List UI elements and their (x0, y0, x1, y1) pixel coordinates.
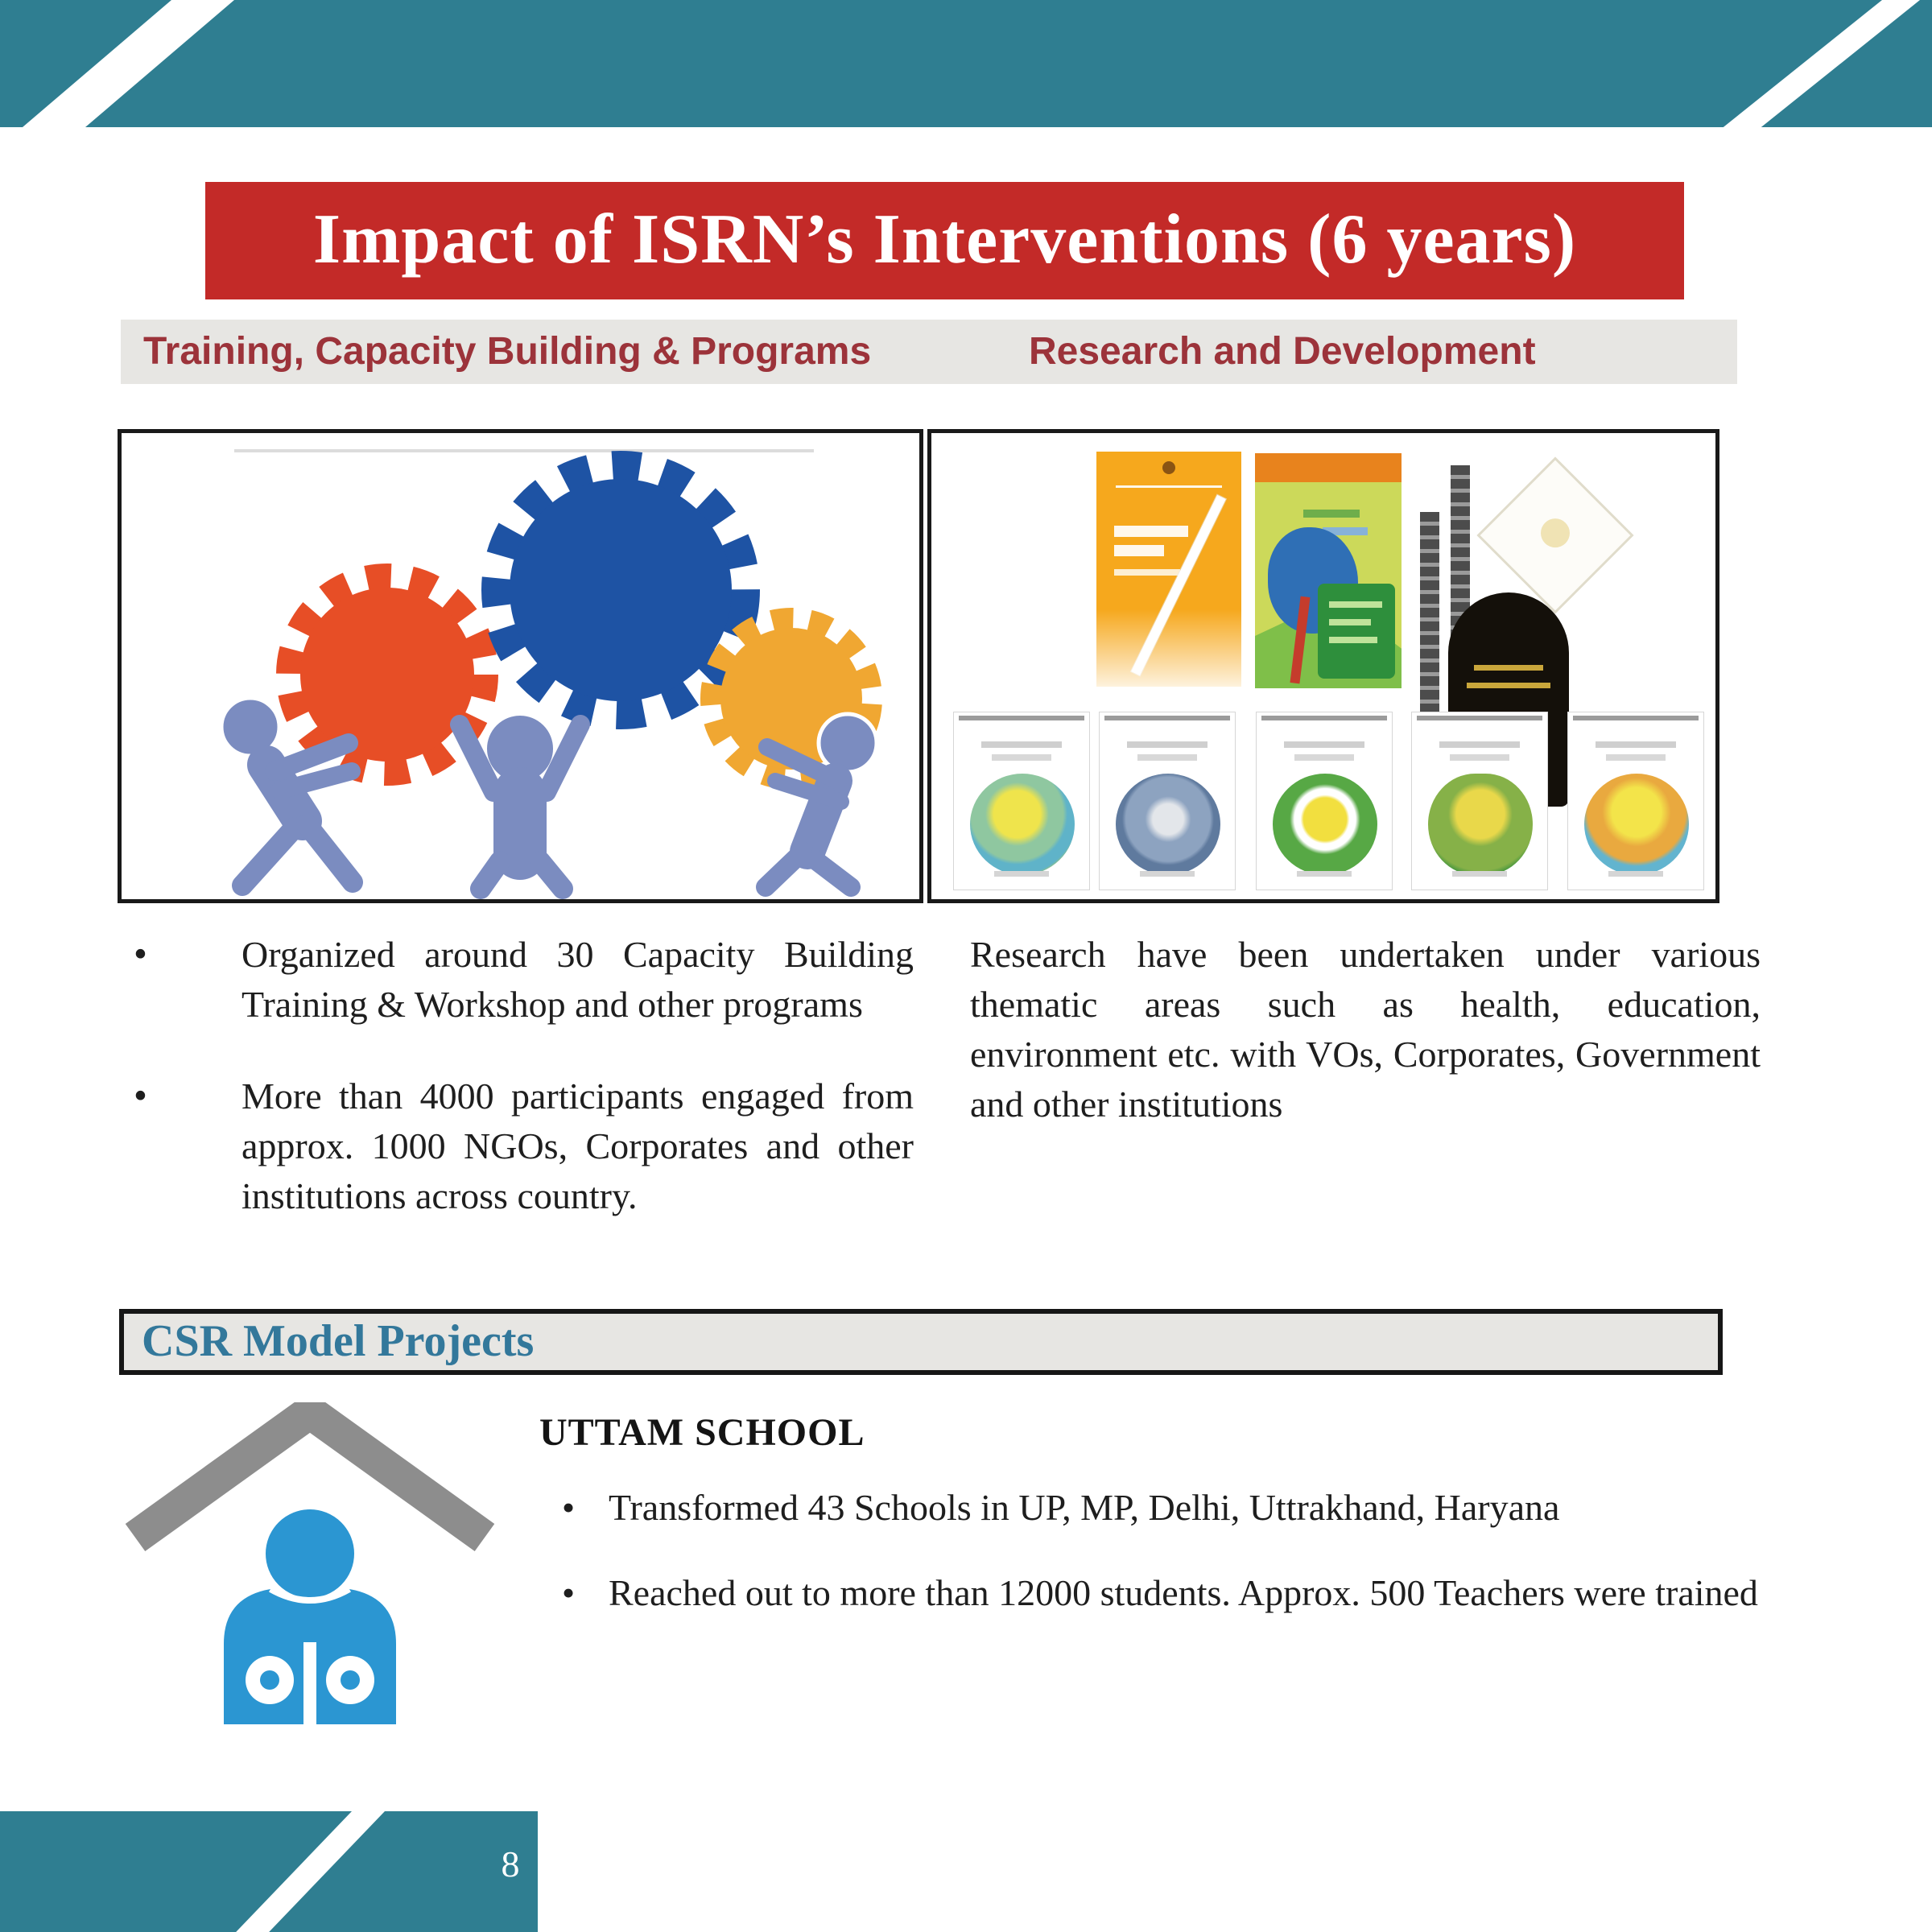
student-head (263, 1507, 357, 1600)
title-banner (205, 182, 1684, 299)
research-image-box (927, 429, 1719, 903)
cover-compendium-of-csr (1096, 452, 1241, 687)
footer-stripe (236, 1811, 385, 1932)
csr-bullet-2: • Reached out to more than 12000 students. Approx. 500 Teachers were trained (562, 1568, 1763, 1618)
training-bullet-list-container (129, 930, 914, 1263)
cover-building-journey (1255, 453, 1402, 688)
csr-bullet-1: • Transformed 43 Schools in UP, MP, Delhi, Uttrakhand, Haryana (562, 1483, 1763, 1533)
figure-middle (460, 713, 580, 889)
research-paragraph: Research have been undertaken under various thematic areas such as health, education, environment etc. with VOs, Corporates, Government and other institutions (970, 934, 1761, 1125)
red-gear (291, 578, 484, 771)
csr-bullet-list-container (562, 1483, 1763, 1653)
csr-section-title: CSR Model Projects (142, 1316, 535, 1366)
book-spine (303, 1642, 316, 1724)
cover-relationship-building-spine (1420, 512, 1439, 728)
training-bullet-2: • More than 4000 participants engaged from approx. 1000 NGOs, Corporates and other institutions across country. (129, 1071, 914, 1221)
footer-decorative-band (0, 1811, 538, 1932)
band-stripe-left (23, 0, 234, 127)
report-cover-5 (1567, 712, 1704, 890)
section-tabs-bar (121, 320, 1737, 384)
page-number: 8 (501, 1843, 520, 1885)
publication-covers-image (931, 433, 1715, 899)
tab-research-and-development: Research and Development (1029, 330, 1536, 373)
report-cover-1 (953, 712, 1090, 890)
teamwork-gears-illustration (122, 433, 919, 899)
school-icon (121, 1402, 499, 1724)
report-cover-2 (1099, 712, 1236, 890)
training-bullet-1: • Organized around 30 Capacity Building Training & Workshop and other programs (129, 930, 914, 1030)
training-image-box (118, 429, 923, 903)
band-stripe-right (1724, 0, 1920, 127)
csr-section-bar (119, 1309, 1723, 1375)
tab-training-capacity-building: Training, Capacity Building & Programs (143, 330, 872, 373)
csr-bullet-list (562, 1483, 1763, 1618)
cover-diamond-logo (1476, 456, 1633, 613)
training-bullet-list (129, 930, 914, 1221)
report-cover-3 (1256, 712, 1393, 890)
top-decorative-band (0, 0, 1932, 127)
csr-project-title: UTTAM SCHOOL (539, 1411, 865, 1454)
report-cover-4 (1411, 712, 1548, 890)
page-title: Impact of ISRN’s Interventions (6 years) (312, 200, 1577, 279)
